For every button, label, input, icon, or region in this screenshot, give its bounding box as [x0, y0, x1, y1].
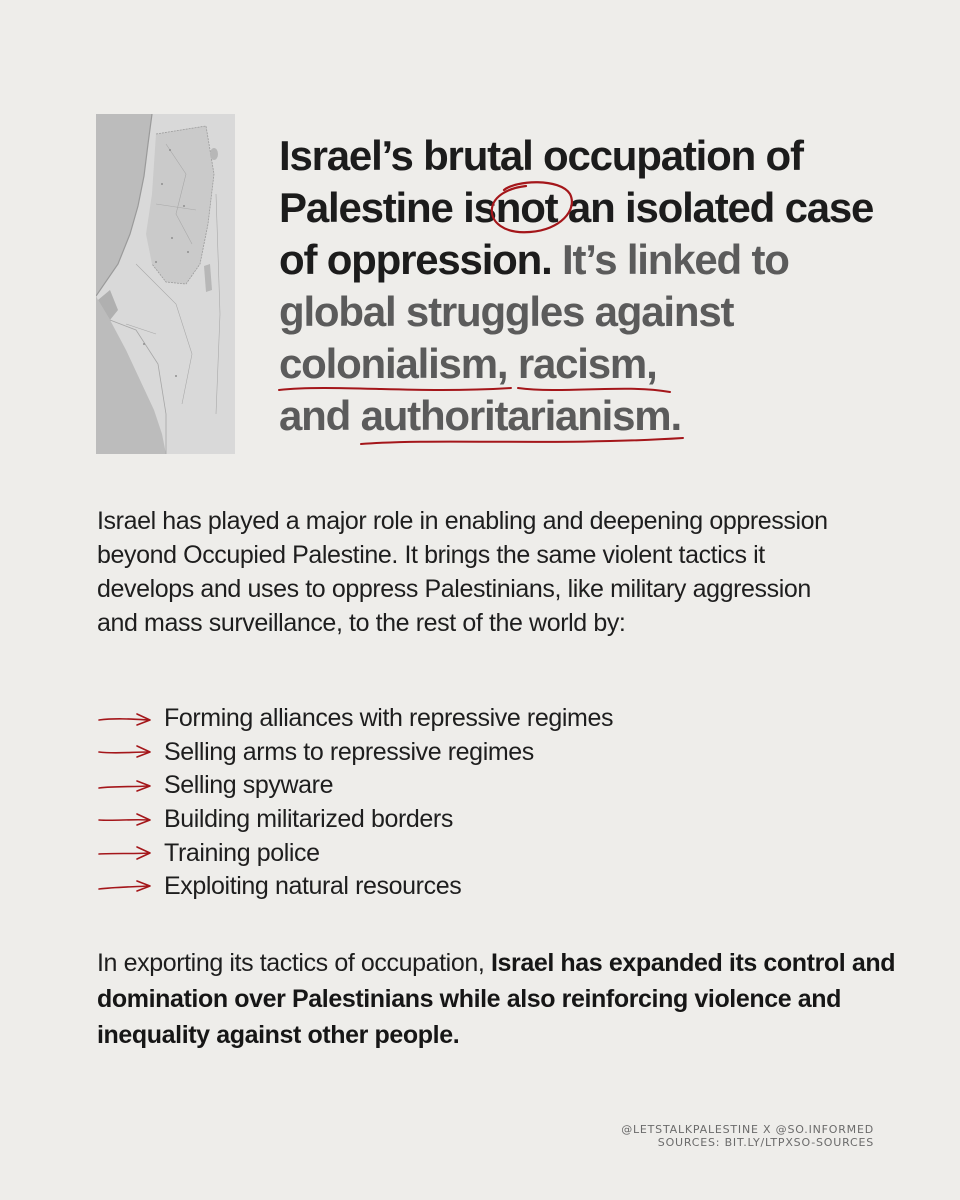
map-of-palestine-icon — [96, 114, 235, 454]
arrow-icon — [97, 877, 153, 897]
headline-period: . — [670, 392, 681, 439]
arrow-icon — [97, 742, 153, 762]
headline-authoritarianism — [361, 390, 671, 442]
list-item — [97, 769, 613, 803]
arrow-icon — [97, 843, 153, 863]
list-item-label: Selling arms to repressive regimes — [164, 737, 534, 766]
list-item-label: Exploiting natural resources — [164, 872, 462, 901]
headline-racism — [518, 338, 646, 390]
headline-colonialism — [279, 338, 497, 390]
colonialism-word: colonialism — [279, 340, 497, 387]
headline-not-circled — [496, 182, 558, 234]
arrow-icon — [97, 810, 153, 830]
headline-part2: an isolated case of oppression. — [279, 184, 874, 283]
arrow-icon — [97, 709, 153, 729]
headline-comma2: , — [646, 340, 657, 387]
authoritarianism-word: authoritarianism — [360, 392, 671, 439]
conclusion-lead: In exporting its tactics of occupation, — [97, 949, 485, 977]
list-item — [97, 803, 613, 837]
arrow-icon — [97, 776, 153, 796]
racism-word: racism — [517, 340, 647, 387]
tactics-list — [97, 702, 613, 904]
list-item-label: Forming alliances with repressive regimes — [164, 704, 614, 733]
list-item — [97, 702, 613, 736]
list-item — [97, 736, 613, 770]
list-item-label: Selling spyware — [164, 771, 334, 800]
headline-comma1: , — [496, 340, 508, 387]
list-item-label: Building militarized borders — [164, 805, 453, 834]
conclusion-strong: Israel has expanded its control and domination over Palestinians while also reinforcing violence and inequality against other people. — [97, 949, 896, 1049]
list-item-label: Training police — [164, 838, 320, 867]
headline-part1: Israel’s brutal occupation of Palestine is — [279, 132, 803, 231]
red-circle-annotation-icon — [486, 176, 578, 238]
credits-sources: SOURCES: BIT.LY/LTPXSO-SOURCES — [657, 1136, 874, 1149]
red-underline-icon — [357, 434, 687, 450]
conclusion-paragraph — [97, 945, 897, 1053]
list-item — [97, 870, 613, 904]
credits-accounts: @LETSTALKPALESTINE X @SO.INFORMED — [621, 1123, 874, 1136]
headline — [279, 130, 899, 442]
credits — [621, 1123, 874, 1149]
headline-and: and — [279, 392, 351, 439]
headline-not-word: not — [495, 184, 558, 231]
list-item — [97, 836, 613, 870]
headline-part3: It’s linked to global struggles against — [279, 236, 789, 335]
intro-paragraph: Israel has played a major role in enabling and deepening oppression beyond Occupied Palestine. It brings the same violent tactics it develops and uses to oppress Palestinians, like military aggression and mass surveillance, to the rest of the world by: — [97, 507, 828, 637]
